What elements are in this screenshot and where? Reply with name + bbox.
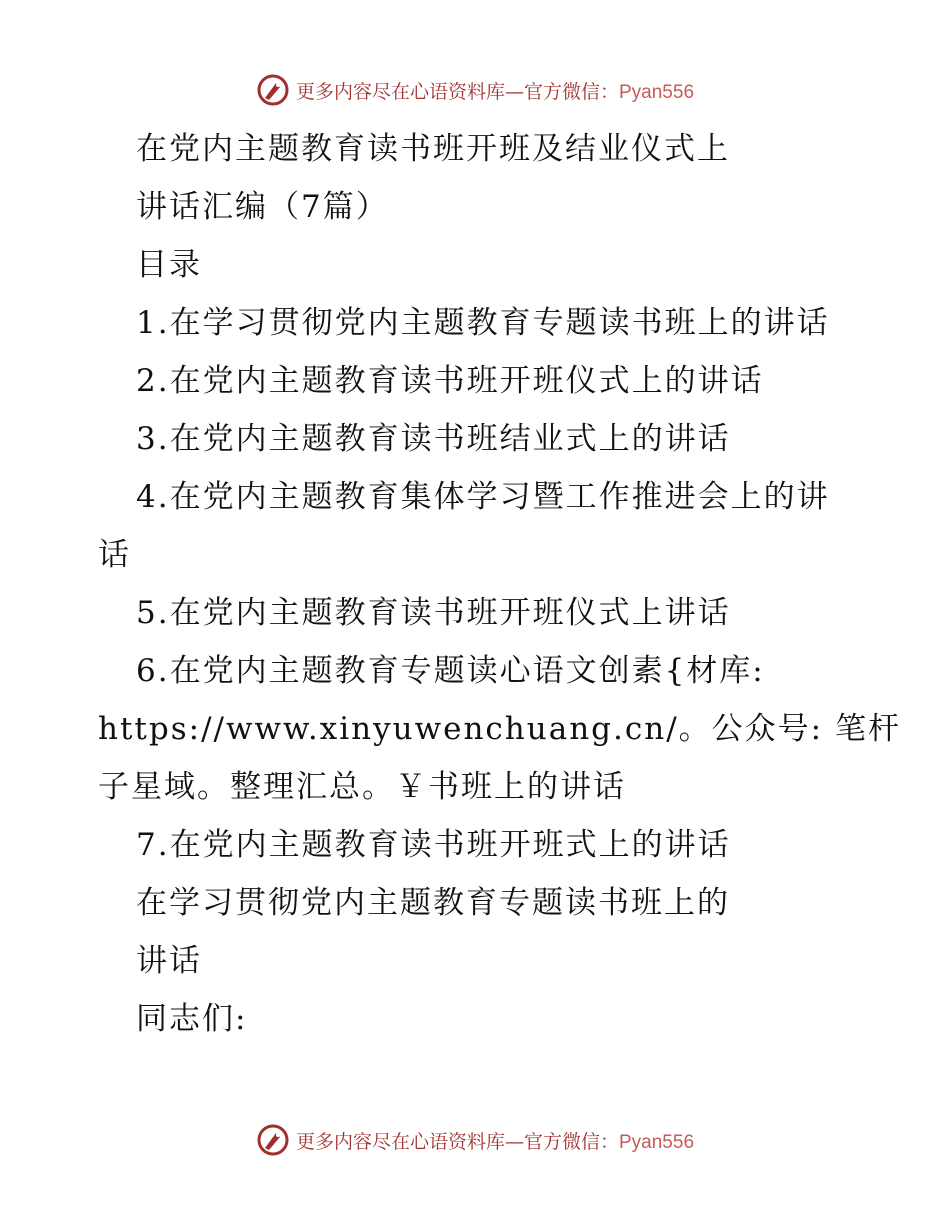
wechat-id: Pyan556 [619,1131,695,1153]
section-title-line-1: 在学习贯彻党内主题教育专题读书班上的 [136,885,730,921]
toc-item-6: 6.在党内主题教育专题读心语文创素{材库: [136,653,765,689]
wechat-id: Pyan556 [619,81,695,103]
document-body [98,120,901,1048]
footer-banner [0,1120,950,1160]
pen-logo-icon [256,73,290,107]
header-banner-text: 更多内容尽在心语资料库—官方微信：Pyan556 [295,80,695,103]
footer-banner-text: 更多内容尽在心语资料库—官方微信：Pyan556 [295,1130,695,1153]
document-title-line-1: 在党内主题教育读书班开班及结业仪式上 [136,131,730,167]
toc-item-7: 7.在党内主题教育读书班开班式上的讲话 [136,827,731,863]
toc-item-2: 2.在党内主题教育读书班开班仪式上的讲话 [136,363,764,399]
header-banner [0,70,950,110]
toc-item-1: 1.在学习贯彻党内主题教育专题读书班上的讲话 [136,305,830,341]
toc-item-3: 3.在党内主题教育读书班结业式上的讲话 [136,421,731,457]
toc-item-6-url-text: https://www.xinyuwenchuang.cn/。公众号: 笔杆 [98,711,901,747]
document-title-line-2: 讲话汇编（7篇） [136,189,389,225]
toc-item-6-url-line [98,700,901,758]
toc-item-4-continued: 话 [98,537,131,573]
section-title-line-2: 讲话 [136,943,202,979]
salutation: 同志们: [136,1001,248,1037]
toc-item-6-continued: 子星域。整理汇总。￥书班上的讲话 [98,769,626,805]
toc-item-4: 4.在党内主题教育集体学习暨工作推进会上的讲 [136,479,830,515]
toc-heading: 目录 [136,247,202,283]
toc-item-5: 5.在党内主题教育读书班开班仪式上讲话 [136,595,731,631]
pen-logo-icon [256,1123,290,1157]
